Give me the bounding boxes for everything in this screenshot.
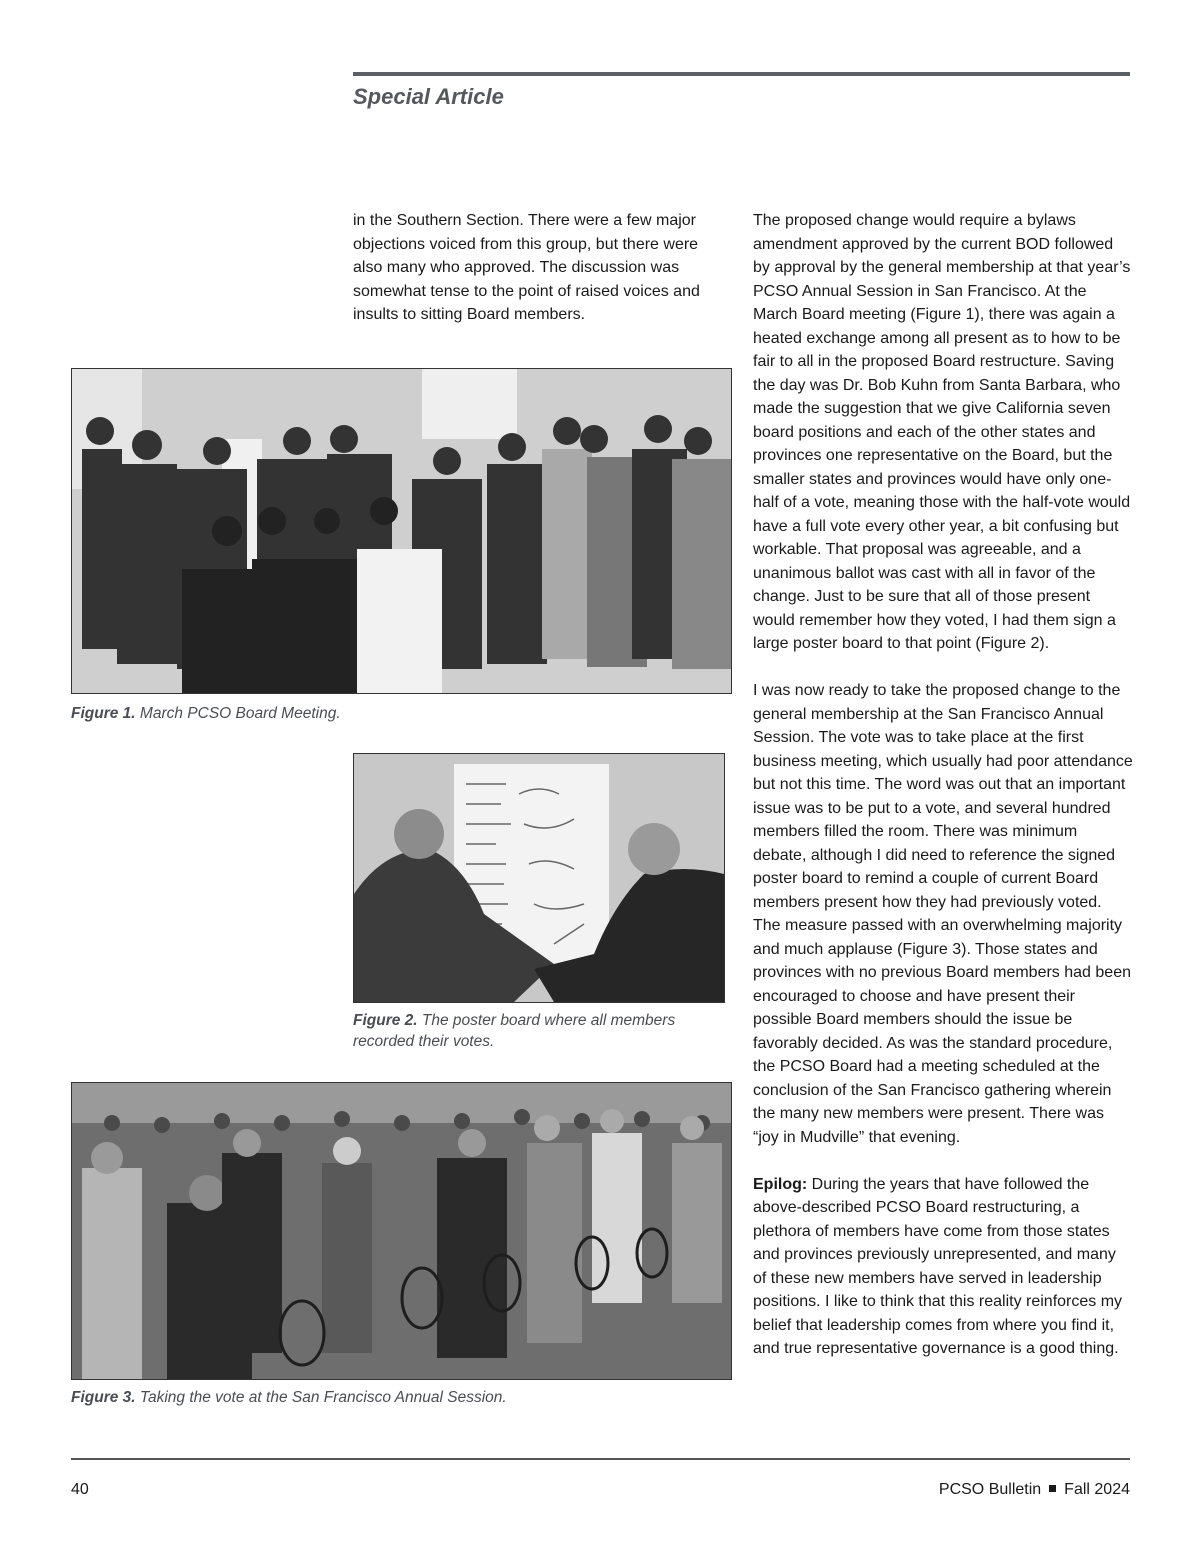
epilog-paragraph [753,1173,1133,1361]
left-paragraph: in the Southern Section. There were a few major objections voiced from this group, but there were also many who approved. The discussion was somewhat tense to the point of raised voices and insults to sitting Board members. [353,212,700,323]
figure-2-caption-text: The poster board where all members recorded their votes. [353,1012,676,1050]
figure-1-label: Figure 1. [71,705,136,722]
figure-1-caption-text: March PCSO Board Meeting. [135,705,341,722]
section-label: Special Article [353,84,504,109]
page-number: 40 [71,1481,89,1498]
footer-publication [939,1481,1130,1499]
figure-1-photo [71,368,732,694]
figure-2-photo [353,753,725,1003]
header-rule [353,72,1130,76]
figure-1-caption [71,703,491,724]
footer-rule [71,1458,1130,1460]
epilog-text: During the years that have followed the above-described PCSO Board restructuring, a plethora of members have come from those states and provinces previously unrepresented, and many of these new members have served in leadership positions. I like to think that this reality reinforces my belief that leadership comes from where you find it, and true representative governance is a good thing. [753,1175,1123,1357]
right-paragraph-1: The proposed change would require a bylaws amendment approved by the current BOD followed by approval by the general membership at that year’s PCSO Annual Session in San Francisco. At the March Board meeting (Figure 1), there was again a heated exchange among all present as to how to be fair to all in the proposed Board restructure. Saving the day was Dr. Bob Kuhn from Santa Barbara, who made the suggestion that we give California seven board positions and each of the other states and provinces one representative on the Board, but the smaller states and provinces would have only one-half of a vote, meaning those with the half-vote would have a full vote every other year, a bit confusing but workable. That proposal was agreeable, and a unanimous ballot was cast with all in favor of the change. Just to be sure that all of those present would remember how they voted, I had them sign a large poster board to that point (Figure 2). [753,212,1131,652]
figure-2-label: Figure 2. [353,1012,418,1029]
separator-square [1049,1485,1056,1492]
figure-3-caption-text: Taking the vote at the San Francisco Annual Session. [135,1389,507,1406]
left-column-text [353,209,725,327]
figure-3-photo [71,1082,732,1380]
right-paragraph-2: I was now ready to take the proposed change to the general membership at the San Francisco Annual Session. The vote was to take place at the first business meeting, which usually had poor attendance but not this time. The word was out that an important issue was to be put to a vote, and several hundred members filled the room. There was minimum debate, although I did need to reference the signed poster board to remind a couple of current Board members present how they had previously voted. The measure passed with an overwhelming majority and much applause (Figure 3). Those states and provinces with no previous Board members had been encouraged to choose and have present their possible Board members should the issue be favorably decided. As was the standard procedure, the PCSO Board had a meeting scheduled at the conclusion of the San Francisco gathering wherein the many new members were present. There was “joy in Mudville” that evening. [753,682,1133,1146]
publication-name: PCSO Bulletin [938,1481,1042,1498]
figure-3-label: Figure 3. [71,1389,136,1406]
figure-3-caption [71,1387,671,1408]
epilog-label: Epilog: [753,1175,808,1193]
right-column-text [753,209,1133,1361]
figure-2-caption [353,1010,713,1052]
issue-name: Fall 2024 [1064,1481,1130,1498]
